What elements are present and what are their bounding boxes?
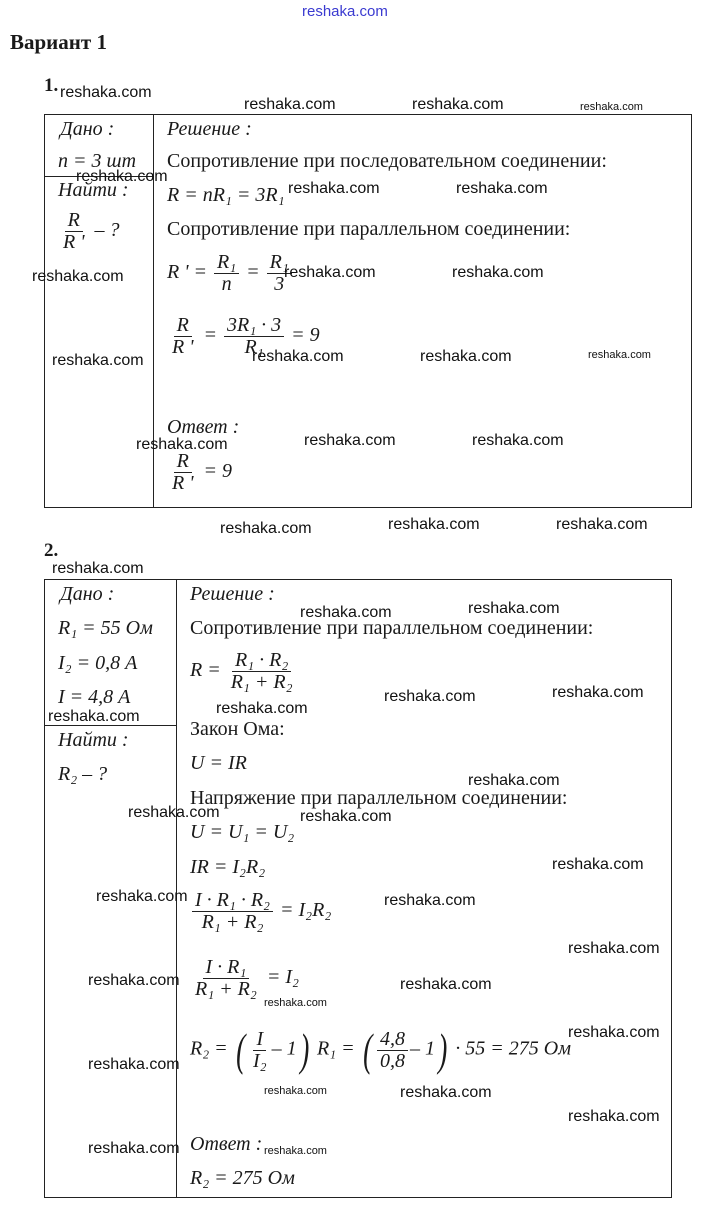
watermark: reshaka.com xyxy=(136,436,228,453)
given-value: I = 4,8 А xyxy=(58,686,131,708)
watermark: reshaka.com xyxy=(88,1140,180,1157)
watermark: reshaka.com xyxy=(52,560,144,577)
watermark: reshaka.com xyxy=(96,888,188,905)
watermark: reshaka.com xyxy=(400,1084,492,1101)
solution-text: Сопротивление при последовательном соединении: xyxy=(167,150,607,172)
equation: $\frac{\text{I · R₁}}{\text{R₁ + R₂}}$ = I₂ xyxy=(195,956,299,1000)
watermark: reshaka.com xyxy=(568,1108,660,1125)
solution-text: Напряжение при параллельном соединении: xyxy=(190,787,568,809)
watermark: reshaka.com xyxy=(252,348,344,365)
watermark: reshaka.com xyxy=(52,352,144,369)
watermark: reshaka.com xyxy=(264,1085,327,1097)
watermark: reshaka.com xyxy=(216,700,308,717)
equation: U = IR xyxy=(190,752,247,774)
find-value: R₂ – ? xyxy=(58,763,108,785)
watermark: reshaka.com xyxy=(264,997,327,1009)
watermark: reshaka.com xyxy=(472,432,564,449)
watermark: reshaka.com xyxy=(556,516,648,533)
watermark: reshaka.com xyxy=(48,708,140,725)
solution-text: Сопротивление при параллельном соединении: xyxy=(167,218,571,240)
find-value: $\frac{R}{R '}$ – ? xyxy=(63,209,120,253)
watermark: reshaka.com xyxy=(88,972,180,989)
equation: $\frac{\text{I · R₁ · R₂}}{\text{R₁ + R₂}}$ = I₂R₂ xyxy=(190,890,331,933)
watermark: reshaka.com xyxy=(468,772,560,789)
watermark: reshaka.com xyxy=(588,349,651,361)
given-value: n = 3 шт xyxy=(58,150,137,172)
answer-value: $\frac{R}{R '}$ = 9 xyxy=(172,450,232,494)
answer-label: Ответ : xyxy=(167,416,240,438)
watermark: reshaka.com xyxy=(220,520,312,537)
watermark: reshaka.com xyxy=(88,1056,180,1073)
equation: R₂ = ( $\frac{I}{\text{I₂}}$ – 1) R₁ = ( $\frac{4,8}{0,8}$ – 1) · 55 = 275 Ом xyxy=(190,1024,571,1075)
problem-1-number: 1. xyxy=(44,75,59,96)
watermark: reshaka.com xyxy=(300,604,392,621)
solution-label: Решение : xyxy=(167,118,252,140)
answer-value: R₂ = 275 Ом xyxy=(190,1167,295,1189)
answer-label: Ответ : xyxy=(190,1133,263,1155)
watermark: reshaka.com xyxy=(552,684,644,701)
watermark: reshaka.com xyxy=(388,516,480,533)
watermark: reshaka.com xyxy=(304,432,396,449)
given-value: I₂ = 0,8 А xyxy=(58,652,138,674)
watermark: reshaka.com xyxy=(568,1024,660,1041)
solution-text: Сопротивление при параллельном соединении: xyxy=(190,617,594,639)
solution-label: Решение : xyxy=(190,583,275,605)
equation: R = $\frac{\text{R₁ · R₂}}{\text{R₁ + R₂}}$ xyxy=(190,649,293,693)
watermark: reshaka.com xyxy=(264,1145,327,1157)
site-link[interactable]: reshaka.com xyxy=(302,3,388,20)
watermark: reshaka.com xyxy=(284,264,376,281)
given-label: Дано : xyxy=(60,583,115,605)
equation: IR = I₂R₂ xyxy=(190,856,266,878)
equation: $\frac{R}{R '}$ = $\frac{\text{3R₁ · 3}}{\text{R₁}}$ = 9 xyxy=(172,314,320,358)
watermark: reshaka.com xyxy=(580,101,643,113)
watermark: reshaka.com xyxy=(420,348,512,365)
watermark: reshaka.com xyxy=(288,180,380,197)
watermark: reshaka.com xyxy=(244,96,336,113)
watermark: reshaka.com xyxy=(552,856,644,873)
find-label: Найти : xyxy=(58,179,129,201)
watermark: reshaka.com xyxy=(60,84,152,101)
watermark: reshaka.com xyxy=(384,892,476,909)
watermark: reshaka.com xyxy=(452,264,544,281)
watermark: reshaka.com xyxy=(468,600,560,617)
watermark: reshaka.com xyxy=(568,940,660,957)
page-title: Вариант 1 xyxy=(10,30,107,54)
equation: R = nR₁ = 3R₁ xyxy=(167,184,285,206)
watermark: reshaka.com xyxy=(128,804,220,821)
find-label: Найти : xyxy=(58,729,129,751)
watermark: reshaka.com xyxy=(400,976,492,993)
equation: U = U₁ = U₂ xyxy=(190,821,295,843)
watermark: reshaka.com xyxy=(412,96,504,113)
given-value: R₁ = 55 Ом xyxy=(58,617,153,639)
watermark: reshaka.com xyxy=(32,268,124,285)
problem-2-number: 2. xyxy=(44,540,59,561)
watermark: reshaka.com xyxy=(300,808,392,825)
watermark: reshaka.com xyxy=(76,168,168,185)
watermark: reshaka.com xyxy=(384,688,476,705)
equation: R ' = $\frac{\text{R₁}}{n}$ = $\frac{\text{R₁}}{3}$ xyxy=(167,252,294,295)
watermark: reshaka.com xyxy=(456,180,548,197)
given-label: Дано : xyxy=(60,118,115,140)
solution-text: Закон Ома: xyxy=(190,718,285,740)
